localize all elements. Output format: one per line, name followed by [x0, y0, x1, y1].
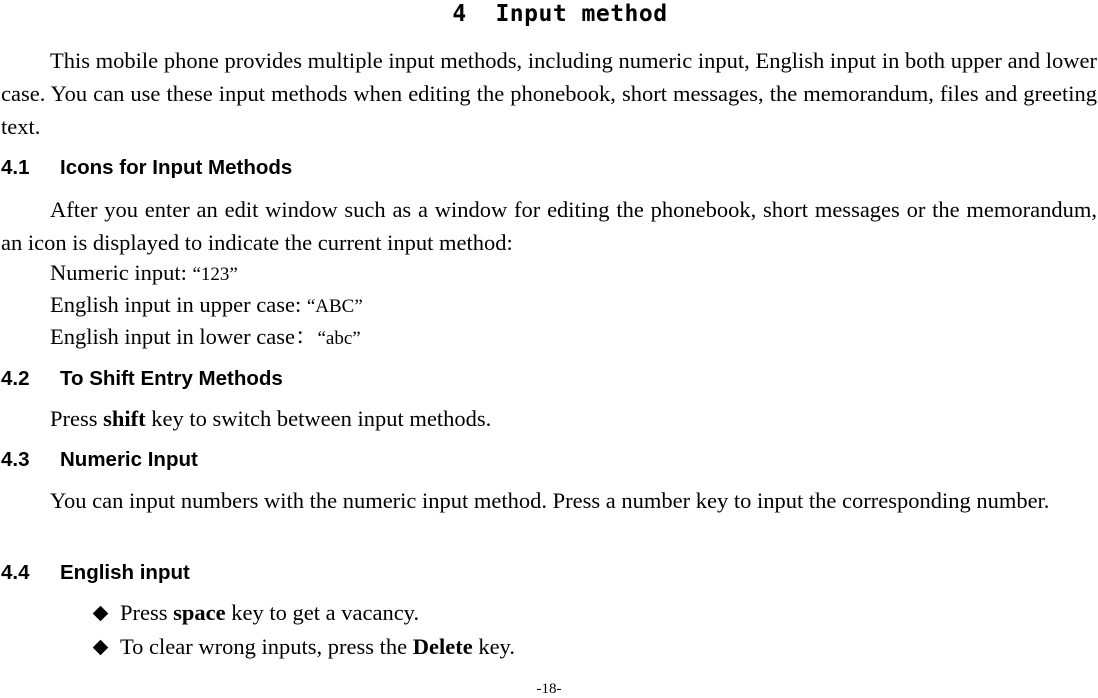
chapter-title: [0, 0, 1098, 28]
bullet-text: Press: [120, 600, 174, 625]
intro-paragraph: [1, 44, 1097, 143]
section-title: Icons for Input Methods: [60, 156, 293, 179]
section-title: English input: [60, 561, 190, 584]
page-number: -18-: [536, 681, 562, 697]
section-number: 4.1: [1, 156, 30, 179]
icon-label: English input in upper case:: [50, 292, 307, 317]
bullet-text: key.: [472, 634, 515, 659]
bullet-item: [92, 631, 515, 663]
section-body: You can input numbers with the numeric input method. Press a number key to input the corresponding number.: [50, 488, 1050, 513]
chapter-title-text: Input method: [495, 1, 668, 27]
icon-line-numeric: [50, 257, 238, 291]
body-text: Press: [50, 406, 104, 431]
icon-code: “123”: [192, 264, 238, 285]
section-number: 4.4: [1, 561, 30, 584]
section-heading-4-2: [1, 366, 283, 392]
section-heading-4-4: [1, 560, 190, 586]
key-name: shift: [103, 406, 146, 431]
icon-label: Numeric input:: [50, 260, 193, 285]
chapter-number: 4: [452, 1, 467, 27]
icon-code: “ABC”: [306, 296, 363, 317]
bullet-item: [92, 597, 419, 629]
section-heading-4-3: [1, 447, 198, 473]
key-name: space: [173, 600, 226, 625]
section-number: 4.3: [1, 448, 30, 471]
diamond-bullet-icon: [93, 606, 109, 622]
section-number: 4.2: [1, 367, 30, 390]
icon-line-upper: [50, 289, 363, 323]
icon-code: “abc”: [317, 328, 361, 349]
icon-line-lower: [50, 321, 361, 355]
icon-separator: ：: [294, 324, 318, 349]
diamond-bullet-icon: [93, 640, 109, 656]
key-name: Delete: [412, 634, 473, 659]
section-4-1-paragraph: [1, 193, 1097, 259]
section-heading-4-1: [1, 155, 292, 181]
bullet-text: key to get a vacancy.: [225, 600, 420, 625]
section-body: After you enter an edit window such as a window for editing the phonebook, short messages or the memorandum, an icon is displayed to indicate the current input method:: [1, 197, 1097, 255]
section-title: To Shift Entry Methods: [60, 367, 283, 390]
intro-text: This mobile phone provides multiple input methods, including numeric input, English input in both upper and lower case. You can use these input methods when editing the phonebook, short messages, the memorandum, files and greeting text.: [1, 48, 1097, 139]
bullet-text: To clear wrong inputs, press the: [120, 634, 413, 659]
icon-label: English input in lower case: [50, 324, 295, 349]
section-4-3-paragraph: [1, 484, 1097, 517]
section-4-2-paragraph: [50, 403, 491, 435]
section-title: Numeric Input: [60, 448, 198, 471]
body-text: key to switch between input methods.: [145, 406, 492, 431]
